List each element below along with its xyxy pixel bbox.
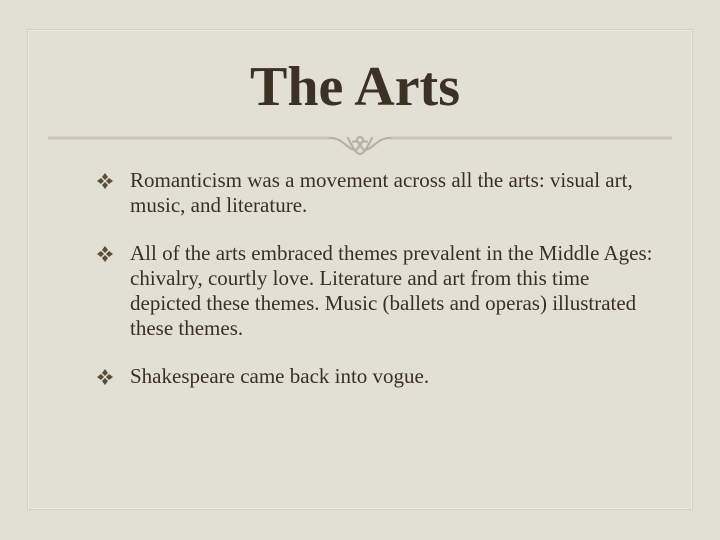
divider-ornament — [48, 130, 672, 158]
bullet-text: Romanticism was a movement across all the arts: visual art, music, and literature. — [130, 168, 633, 217]
bullet-text: All of the arts embraced themes prevalent in the Middle Ages: chivalry, courtly love. Literature and art from this time depicted these themes. Music (ballets and operas) illustrated these themes. — [130, 241, 653, 340]
slide-title: The Arts — [250, 56, 460, 118]
bullet-list — [96, 168, 656, 412]
bullet-item — [96, 241, 656, 341]
bullet-item — [96, 168, 656, 218]
diamond-flower-bullet-icon — [96, 245, 114, 263]
diamond-flower-bullet-icon — [96, 172, 114, 190]
scroll-ornament-icon — [330, 137, 390, 154]
bullet-item — [96, 364, 656, 389]
bullet-text: Shakespeare came back into vogue. — [130, 364, 430, 388]
diamond-flower-bullet-icon — [96, 368, 114, 386]
